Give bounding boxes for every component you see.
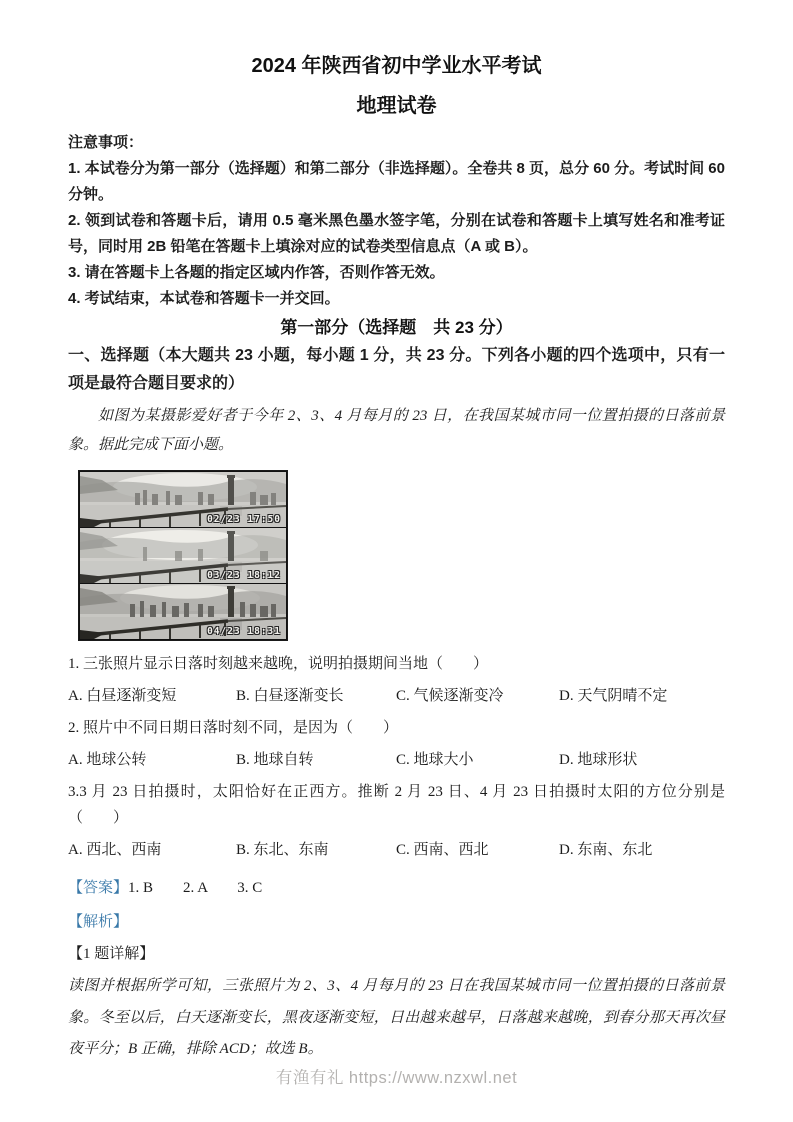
photo-timestamp-march: 03/23 18:12 [207,570,281,581]
question-2-option-c: C. 地球大小 [396,752,474,768]
question-3-option-d: D. 东南、东北 [559,842,653,858]
question-3 [68,779,725,863]
question-3-option-b: B. 东北、东南 [236,842,329,858]
question-1-option-c: C. 气候逐渐变冷 [396,688,504,704]
notice-item-2: 2. 领到试卷和答题卡后，请用 0.5 毫米黑色墨水签字笔，分别在试卷和答题卡上填写姓名和准考证号，同时用 2B 铅笔在答题卡上填涂对应的试卷类型信息点（A 或 B）。 [68,212,725,255]
question-1-explanation: 读图并根据所学可知，三张照片为 2、3、4 月每月的 23 日在我国某城市同一位置拍摄的日落前景象。冬至以后，白天逐渐变长，黑夜逐渐变短，日出越来越早，日落越来越晚，到春分那天再次昼夜平分；B 正确，排除 ACD；故选 B。 [68,978,725,1057]
sunset-photo-strip [78,470,288,641]
question-2-stem: 2. 照片中不同日期日落时刻不同，是因为（ ） [68,720,399,736]
question-1 [68,651,725,709]
question-2-option-b: B. 地球自转 [236,752,314,768]
exam-subtitle: 地理试卷 [356,95,437,117]
question-2-option-a: A. 地球公转 [68,752,147,768]
question-group-intro: 如图为某摄影爱好者于今年 2、3、4 月每月的 23 日，在我国某城市同一位置拍摄的日落前景象。据此完成下面小题。 [68,408,725,453]
analysis-label: 【解析】 [68,914,129,930]
footer-watermark: 有渔有礼 https://www.nzxwl.net [275,1069,518,1087]
question-3-stem: 3.3 月 23 日拍摄时，太阳恰好在正西方。推断 2 月 23 日、4 月 23 日拍摄时太阳的方位分别是（ ） [68,784,725,826]
question-1-stem: 1. 三张照片显示日落时刻越来越晚，说明拍摄期间当地（ ） [68,656,489,672]
question-2 [68,715,725,773]
question-1-option-d: D. 天气阴晴不定 [559,688,668,704]
question-2-options [68,747,725,773]
sunset-photo-april [80,584,286,639]
notice-section [68,130,725,312]
sunset-photo-march [80,528,286,583]
part-one-heading: 第一部分（选择题 共 23 分） [280,318,513,337]
question-2-option-d: D. 地球形状 [559,752,638,768]
sunset-photo-february [80,472,286,527]
multiple-choice-section-heading: 一、选择题（本大题共 23 小题，每小题 1 分，共 23 分。下列各小题的四个选项中，只有一项是最符合题目要求的） [68,347,725,392]
question-3-option-a: A. 西北、西南 [68,842,162,858]
notice-item-1: 1. 本试卷分为第一部分（选择题）和第二部分（非选择题）。全卷共 8 页，总分 60 分。考试时间 60 分钟。 [68,160,725,203]
answer-line [68,875,725,901]
exam-title: 2024 年陕西省初中学业水平考试 [251,55,542,77]
question-1-options [68,683,725,709]
question-1-option-b: B. 白昼逐渐变长 [236,688,344,704]
question-1-detail-label: 【1 题详解】 [68,946,155,962]
answer-values: 1. B 2. A 3. C [128,880,263,896]
notice-item-4: 4. 考试结束，本试卷和答题卡一并交回。 [68,290,340,307]
notice-item-3: 3. 请在答题卡上各题的指定区域内作答，否则作答无效。 [68,264,445,281]
answer-label: 【答案】 [68,880,129,896]
question-3-option-c: C. 西南、西北 [396,842,489,858]
photo-timestamp-february: 02/23 17:50 [207,514,281,525]
question-3-options [68,837,725,863]
notice-heading: 注意事项： [68,134,144,151]
question-1-option-a: A. 白昼逐渐变短 [68,688,177,704]
photo-timestamp-april: 04/23 18:31 [207,626,281,637]
